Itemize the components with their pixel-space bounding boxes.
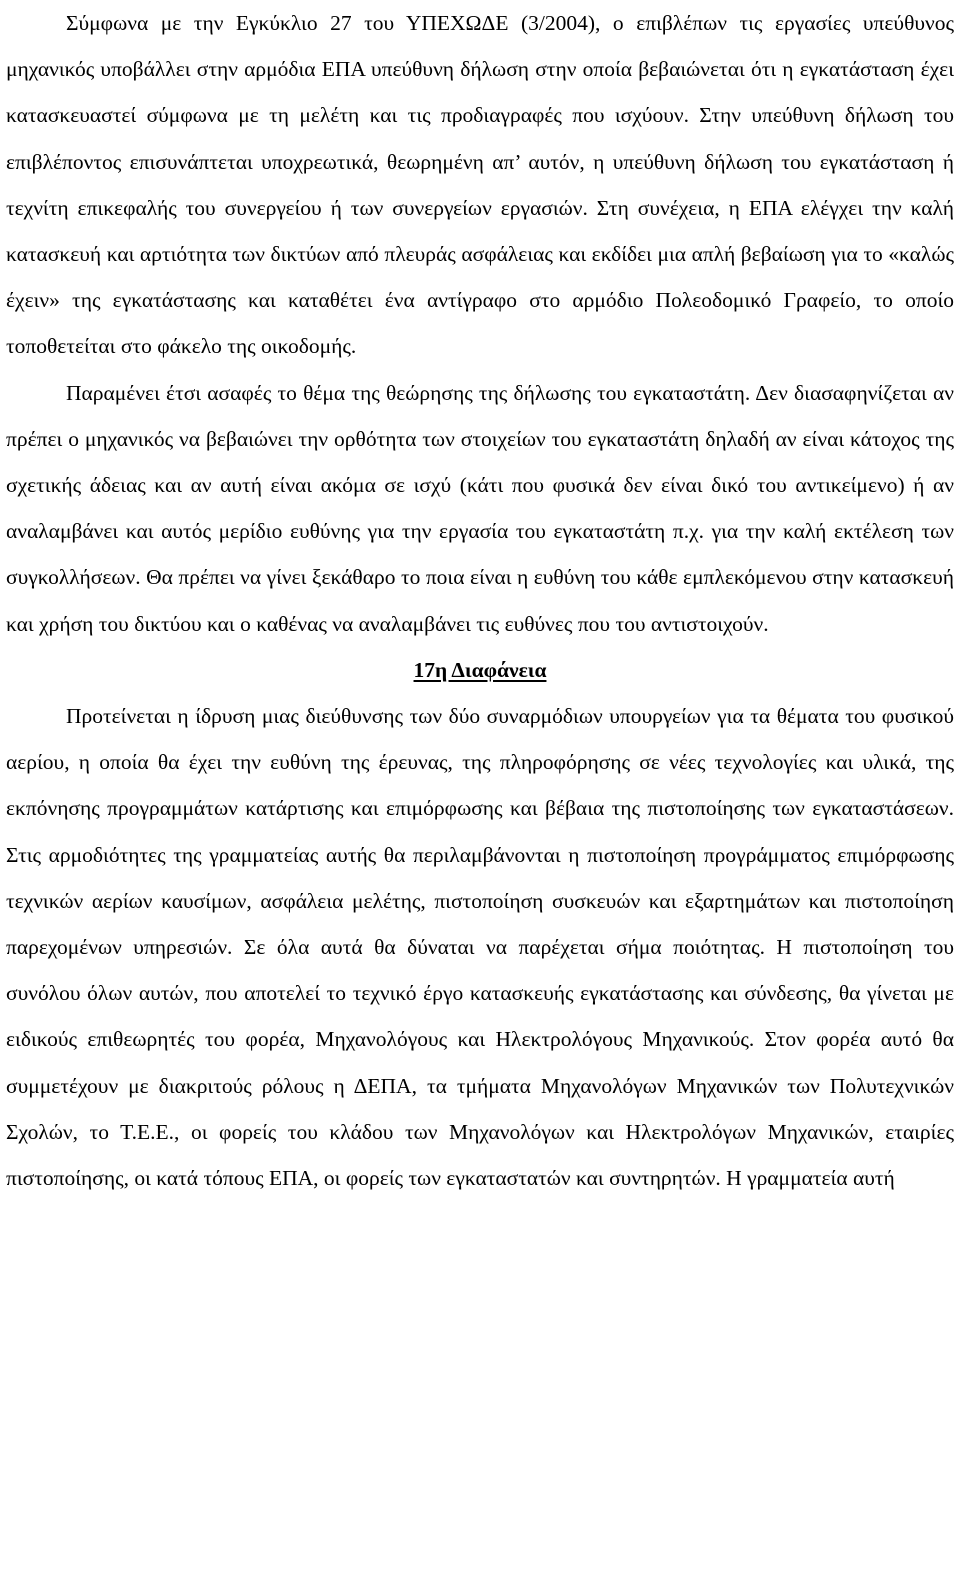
paragraph-circular-27: Σύμφωνα με την Εγκύκλιο 27 του ΥΠΕΧΩΔΕ (3/2004), ο επιβλέπων τις εργασίες υπεύθυνος μηχανικός υποβάλλει στην αρμόδια ΕΠΑ υπεύθυνη δήλωση στην οποία βεβαιώνεται ότι η εγκατάσταση έχει κατασκευαστεί σύμφωνα με τη μελέτη και τις προδιαγραφές που ισχύουν. Στην υπεύθυνη δήλωση του επιβλέποντος επισυνάπτεται υποχρεωτικά, θεωρημένη απ’ αυτόν, η υπεύθυνη δήλωση του εγκατάσταση ή τεχνίτη επικεφαλής του συνεργείου ή των συνεργείων εργασιών. Στη συνέχεια, η ΕΠΑ ελέγχει την καλή κατασκευή και αρτιότητα των δικτύων από πλευράς ασφάλειας και εκδίδει μια απλή βεβαίωση για το «καλώς έχειν» της εγκατάστασης και καταθέτει ένα αντίγραφο στο αρμόδιο Πολεοδομικό Γραφείο, το οποίο τοποθετείται στο φάκελο της οικοδομής. xyxy=(6,11,954,359)
paragraph-installer-declaration: Παραμένει έτσι ασαφές το θέμα της θεώρησης της δήλωσης του εγκαταστάτη. Δεν διασαφηνίζεται αν πρέπει ο μηχανικός να βεβαιώνει την ορθότητα των στοιχείων του εγκαταστάτη δηλαδή αν είναι κάτοχος της σχετικής άδειας και αν αυτή είναι ακόμα σε ισχύ (κάτι που φυσικά δεν είναι δικό του αντικείμενο) ή αν αναλαμβάνει και αυτός μερίδιο ευθύνης για την εργασία του εγκαταστάτη π.χ. για την καλή εκτέλεση των συγκολλήσεων. Θα πρέπει να γίνει ξεκάθαρο το ποια είναι η ευθύνη του κάθε εμπλεκόμενου στην κατασκευή και χρήση του δικτύου και ο καθένας να αναλαμβάνει τις ευθύνες που του αντιστοιχούν. xyxy=(6,380,954,636)
section-heading: 17η Διαφάνεια xyxy=(413,657,547,682)
document-page xyxy=(6,0,954,1201)
paragraph-proposal: Προτείνεται η ίδρυση μιας διεύθυνσης των δύο συναρμόδιων υπουργείων για τα θέματα του φυσικού αερίου, η οποία θα έχει την ευθύνη της έρευνας, της πληροφόρησης σε νέες τεχνολογίες και υλικά, της εκπόνησης προγραμμάτων κατάρτισης και επιμόρφωσης και βέβαια της πιστοποίησης των εγκαταστάσεων. Στις αρμοδιότητες της γραμματείας αυτής θα περιλαμβάνονται η πιστοποίηση προγράμματος επιμόρφωσης τεχνικών αερίων καυσίμων, ασφάλεια μελέτης, πιστοποίηση συσκευών και εξαρτημάτων και πιστοποίηση παρεχομένων υπηρεσιών. Σε όλα αυτά θα δύναται να παρέχεται σήμα ποιότητας. Η πιστοποίηση του συνόλου όλων αυτών, που αποτελεί το τεχνικό έργο κατασκευής εγκατάστασης και σύνδεσης, θα γίνεται με ειδικούς επιθεωρητές του φορέα, Μηχανολόγους και Ηλεκτρολόγους Μηχανικούς. Στον φορέα αυτό θα συμμετέχουν με διακριτούς ρόλους η ΔΕΠΑ, τα τμήματα Μηχανολόγων Μηχανικών των Πολυτεχνικών Σχολών, το Τ.Ε.Ε., οι φορείς του κλάδου των Μηχανολόγων και Ηλεκτρολόγων Μηχανικών, εταιρίες πιστοποίησης, οι κατά τόπους ΕΠΑ, οι φορείς των εγκαταστατών και συντηρητών. Η γραμματεία αυτή xyxy=(6,704,954,1191)
